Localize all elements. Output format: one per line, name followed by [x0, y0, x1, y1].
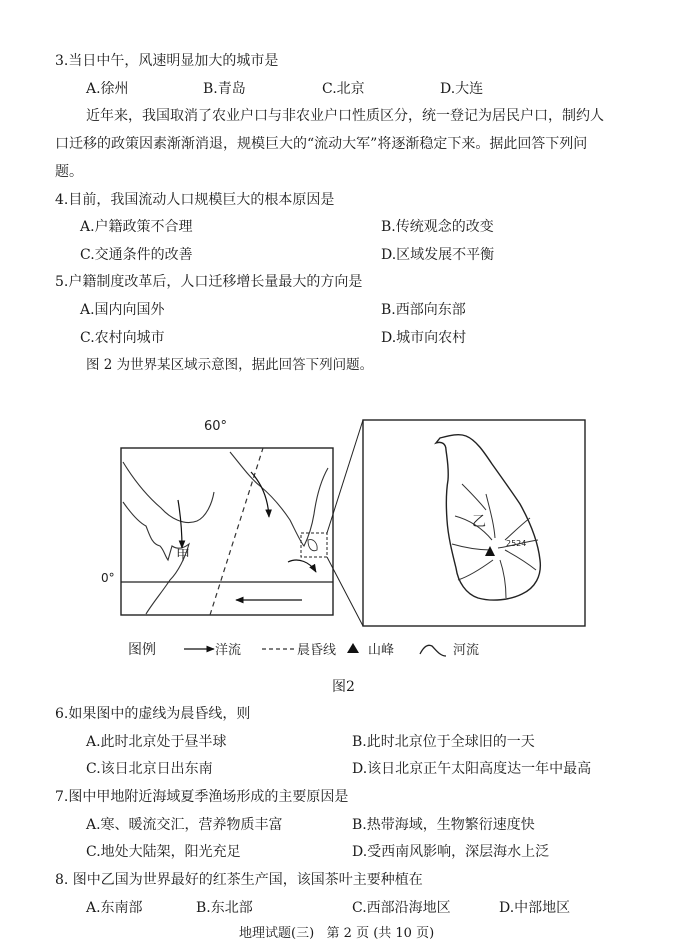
legend-peak-icon — [347, 643, 359, 653]
page-footer: 地理试题(三) 第 2 页 (共 10 页) — [239, 926, 435, 941]
peak-height-label: 2524 — [506, 539, 527, 548]
legend-terminator-label: 晨昏线 — [297, 643, 337, 658]
q6-option-d: D.该日北京正午太阳高度达一年中最高 — [352, 761, 592, 777]
figure-caption: 图2 — [332, 679, 355, 695]
q5-option-d: D.城市向农村 — [381, 330, 467, 346]
latitude-label: 0° — [101, 571, 115, 585]
q6-option-a: A.此时北京处于昼半球 — [86, 734, 227, 750]
legend-river-icon — [420, 645, 446, 656]
q4-option-d: D.区域发展不平衡 — [381, 247, 495, 263]
q3-option-c: C.北京 — [322, 81, 365, 97]
q6-option-b: B.此时北京位于全球旧的一天 — [352, 734, 535, 750]
legend-river-label: 河流 — [453, 643, 480, 658]
q3-option-b: B.青岛 — [203, 81, 246, 97]
longitude-label: 60° — [204, 419, 228, 434]
q3-stem: 3.当日中午，风速明显加大的城市是 — [55, 53, 279, 69]
q7-option-a: A.寒、暖流交汇，营养物质丰富 — [86, 817, 283, 833]
q5-option-b: B.西部向东部 — [381, 302, 466, 318]
place-label-yi: 乙 — [472, 514, 486, 530]
passage-line-3: 题。 — [55, 164, 83, 180]
figure-intro: 图 2 为世界某区域示意图，据此回答下列问题。 — [86, 357, 374, 373]
q3-option-d: D.大连 — [440, 81, 484, 97]
q8-option-d: D.中部地区 — [499, 900, 571, 916]
legend-title: 图例 — [128, 642, 156, 658]
q8-option-c: C.西部沿海地区 — [352, 900, 451, 916]
q7-option-d: D.受西南风影响，深层海水上泛 — [352, 844, 550, 860]
figure-2-map — [0, 400, 692, 700]
q5-option-a: A.国内向国外 — [80, 302, 165, 318]
q5-stem: 5.户籍制度改革后，人口迁移增长量最大的方向是 — [55, 274, 363, 290]
place-label-jia: 甲 — [176, 548, 190, 564]
q4-option-a: A.户籍政策不合理 — [80, 219, 193, 235]
q6-stem: 6.如果图中的虚线为晨昏线，则 — [55, 706, 251, 722]
q8-option-a: A.东南部 — [86, 900, 143, 916]
passage-line-2: 口迁移的政策因素渐渐消退，规模巨大的“流动大军”将逐渐稳定下来。据此回答下列问 — [55, 136, 588, 152]
left-map-frame — [121, 448, 333, 615]
q6-option-c: C.该日北京日出东南 — [86, 761, 213, 777]
q4-stem: 4.目前，我国流动人口规模巨大的根本原因是 — [55, 192, 335, 208]
q5-option-c: C.农村向城市 — [80, 330, 165, 346]
q8-option-b: B.东北部 — [196, 900, 253, 916]
q7-option-c: C.地处大陆架，阳光充足 — [86, 844, 241, 860]
q4-option-b: B.传统观念的改变 — [381, 219, 494, 235]
passage-line-1: 近年来，我国取消了农业户口与非农业户口性质区分，统一登记为居民户口，制约人 — [86, 108, 604, 124]
q7-stem: 7.图中甲地附近海域夏季渔场形成的主要原因是 — [55, 789, 349, 805]
q8-stem: 8. 图中乙国为世界最好的红茶生产国，该国茶叶主要种植在 — [55, 872, 423, 888]
q3-option-a: A.徐州 — [86, 81, 129, 97]
q4-option-c: C.交通条件的改善 — [80, 247, 193, 263]
legend-current-label: 洋流 — [215, 643, 242, 658]
legend-peak-label: 山峰 — [368, 643, 395, 658]
q7-option-b: B.热带海域，生物繁衍速度快 — [352, 817, 535, 833]
